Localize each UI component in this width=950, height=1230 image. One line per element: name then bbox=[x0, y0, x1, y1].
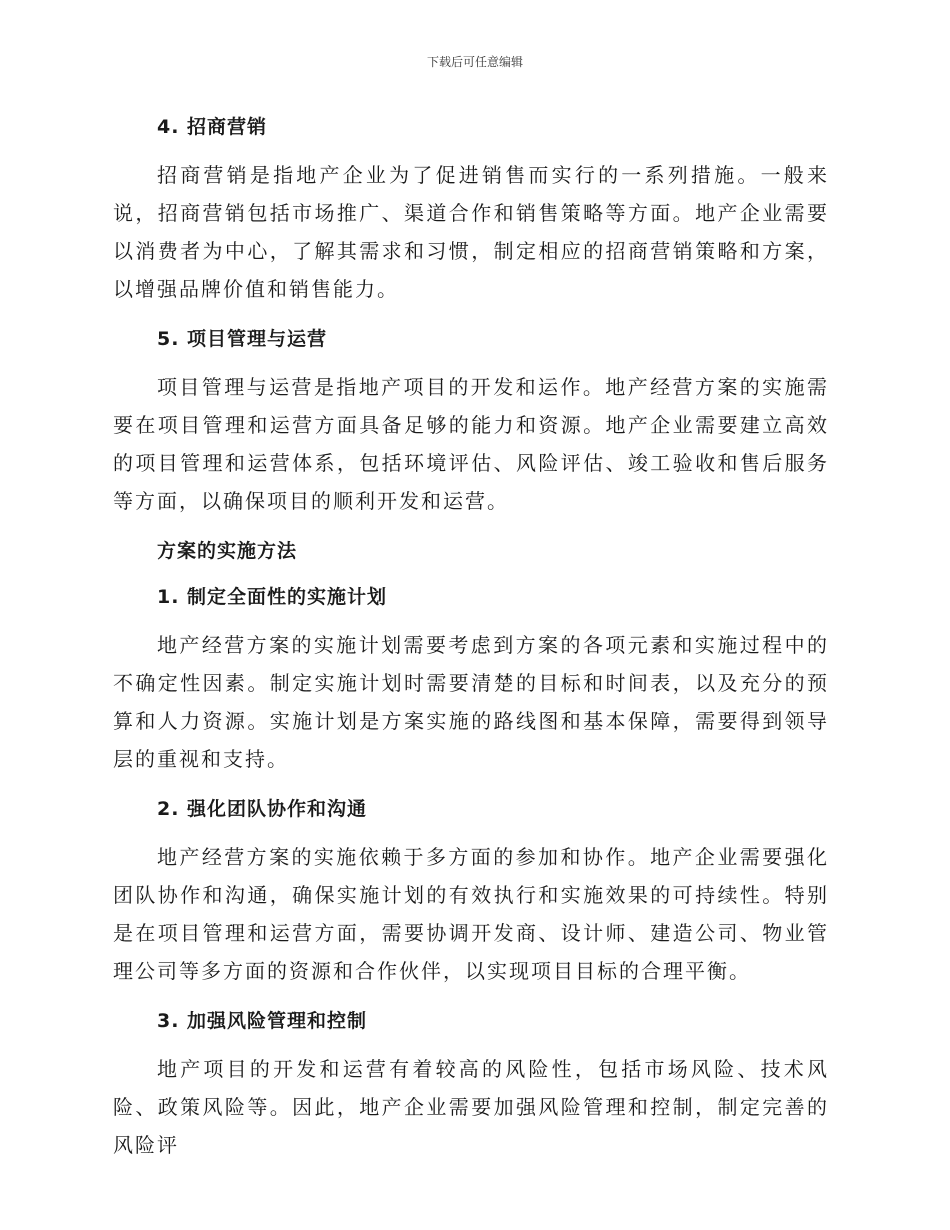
document-body bbox=[113, 110, 829, 1178]
section-paragraph-project-management: 项目管理与运营是指地产项目的开发和运作。地产经营方案的实施需要在项目管理和运营方面具备足够的能力和资源。地产企业需要建立高效的项目管理和运营体系，包括环境评估、风险评估、竣工验收和售后服务等方面，以确保项目的顺利开发和运营。 bbox=[113, 375, 829, 513]
section-paragraph-team-collaboration: 地产经营方案的实施依赖于多方面的参加和协作。地产企业需要强化团队协作和沟通，确保实施计划的有效执行和实施效果的可持续性。特别是在项目管理和运营方面，需要协调开发商、设计师、建造公司、物业管理公司等多方面的资源和合作伙伴，以实现项目目标的合理平衡。 bbox=[113, 845, 829, 983]
section-heading-investment-marketing: 4. 招商营销 bbox=[157, 116, 268, 138]
section-heading-risk-management: 3. 加强风险管理和控制 bbox=[157, 1010, 368, 1032]
section-paragraph-risk-management: 地产项目的开发和运营有着较高的风险性，包括市场风险、技术风险、政策风险等。因此，地产企业需要加强风险管理和控制，制定完善的风险评 bbox=[113, 1057, 829, 1157]
section-heading-project-management: 5. 项目管理与运营 bbox=[157, 328, 328, 350]
section-heading-implementation-plan: 1. 制定全面性的实施计划 bbox=[157, 586, 388, 608]
section-heading-implementation-methods: 方案的实施方法 bbox=[157, 540, 298, 562]
header-note: 下载后可任意编辑 bbox=[426, 55, 523, 69]
section-paragraph-implementation-plan: 地产经营方案的实施计划需要考虑到方案的各项元素和实施过程中的不确定性因素。制定实施计划时需要清楚的目标和时间表，以及充分的预算和人力资源。实施计划是方案实施的路线图和基本保障，需要得到领导层的重视和支持。 bbox=[113, 633, 829, 771]
section-paragraph-investment-marketing: 招商营销是指地产企业为了促进销售而实行的一系列措施。一般来说，招商营销包括市场推广、渠道合作和销售策略等方面。地产企业需要以消费者为中心，了解其需求和习惯，制定相应的招商营销策略和方案，以增强品牌价值和销售能力。 bbox=[113, 163, 829, 301]
section-heading-team-collaboration: 2. 强化团队协作和沟通 bbox=[157, 798, 368, 820]
